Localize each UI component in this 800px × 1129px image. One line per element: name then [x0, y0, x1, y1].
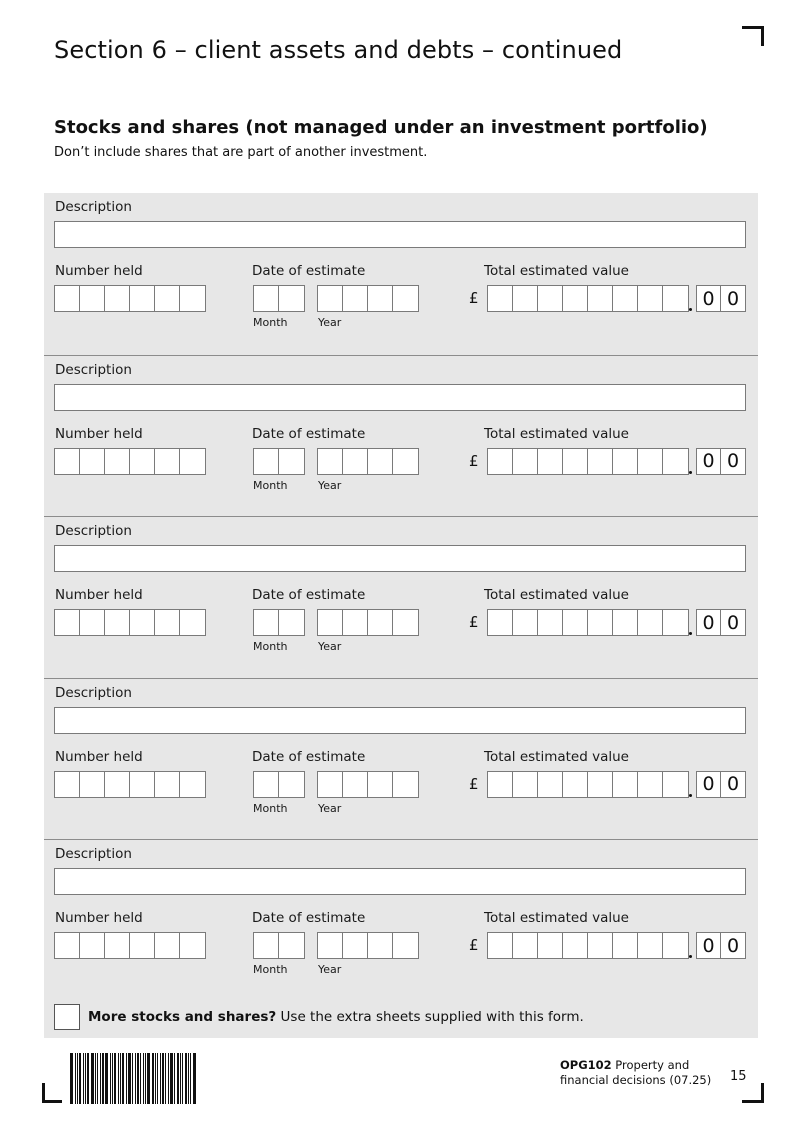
barcode-bar: [165, 1053, 166, 1104]
page-number: 15: [730, 1069, 747, 1084]
digit-box[interactable]: [393, 449, 418, 474]
barcode-bar: [122, 1053, 124, 1104]
decimal-point: [689, 955, 692, 958]
barcode-bar: [91, 1053, 94, 1104]
number-held-field[interactable]: [54, 932, 206, 959]
digit-box[interactable]: [55, 772, 80, 797]
description-field[interactable]: [54, 384, 746, 411]
pence-field: [696, 609, 746, 636]
digit-box[interactable]: [343, 772, 368, 797]
digit-box[interactable]: [254, 286, 279, 311]
barcode-bar: [137, 1053, 139, 1104]
digit-box[interactable]: [130, 449, 155, 474]
stock-entry: [44, 839, 758, 1001]
barcode-bar: [193, 1053, 196, 1104]
digit-box[interactable]: [130, 610, 155, 635]
pence-digit: 0: [726, 773, 740, 795]
month-field[interactable]: [253, 285, 305, 312]
digit-box[interactable]: [393, 610, 418, 635]
barcode-bar: [152, 1053, 154, 1104]
pence-digit: 0: [726, 934, 740, 957]
registration-mark-bottom-right: [742, 1083, 764, 1103]
digit-box[interactable]: [279, 610, 304, 635]
barcode-bar: [168, 1053, 169, 1104]
barcode-bar: [147, 1053, 150, 1104]
digit-box[interactable]: [343, 610, 368, 635]
registration-mark-top-right: [742, 26, 764, 46]
number-held-label: Number held: [55, 910, 143, 926]
digit-box[interactable]: [588, 772, 613, 797]
pence-field: [696, 448, 746, 475]
barcode-bar: [87, 1053, 89, 1104]
barcode-bar: [112, 1053, 113, 1104]
digit-box[interactable]: [279, 449, 304, 474]
digit-box[interactable]: [638, 772, 663, 797]
number-held-field[interactable]: [54, 771, 206, 798]
pence-digit: 0: [726, 450, 740, 472]
digit-box[interactable]: [663, 933, 688, 958]
section-title: Section 6 – client assets and debts – continued: [54, 36, 623, 64]
stock-entry: [44, 355, 758, 517]
more-stocks-bold: More stocks and shares?: [88, 1009, 277, 1025]
digit-box[interactable]: [488, 772, 513, 797]
digit-box[interactable]: [318, 286, 343, 311]
month-field[interactable]: [253, 448, 305, 475]
barcode-bar: [132, 1053, 133, 1104]
pound-sign: £: [469, 936, 479, 954]
digit-box[interactable]: [588, 286, 613, 311]
digit-box[interactable]: [563, 610, 588, 635]
month-label: Month: [253, 640, 288, 653]
digit-box[interactable]: [513, 772, 538, 797]
decimal-point: [689, 308, 692, 311]
digit-box[interactable]: [254, 933, 279, 958]
digit-box[interactable]: [318, 449, 343, 474]
digit-box[interactable]: [180, 286, 205, 311]
digit-box[interactable]: [180, 610, 205, 635]
digit-box[interactable]: [155, 286, 180, 311]
digit-box[interactable]: [588, 933, 613, 958]
digit-box[interactable]: [638, 449, 663, 474]
barcode-bar: [182, 1053, 183, 1104]
digit-box[interactable]: [368, 772, 393, 797]
form-name-line2: financial decisions (07.25): [560, 1073, 712, 1087]
barcode-bar: [128, 1053, 131, 1104]
digit-box[interactable]: [588, 449, 613, 474]
barcode-bar: [188, 1053, 189, 1104]
digit-box[interactable]: [105, 772, 130, 797]
digit-box[interactable]: [638, 610, 663, 635]
digit-box[interactable]: [55, 933, 80, 958]
description-field[interactable]: [54, 545, 746, 572]
form-name-line1: Property and: [611, 1058, 690, 1072]
digit-box[interactable]: [343, 933, 368, 958]
barcode-bar: [157, 1053, 158, 1104]
form-reference: [560, 1058, 711, 1088]
digit-box[interactable]: [254, 449, 279, 474]
form-code: OPG102: [560, 1058, 612, 1072]
stock-entry: [44, 516, 758, 678]
pence-digit: 0: [726, 287, 740, 310]
digit-box[interactable]: [155, 933, 180, 958]
digit-box[interactable]: [155, 610, 180, 635]
description-field[interactable]: [54, 221, 746, 248]
barcode-bar: [155, 1053, 156, 1104]
digit-box[interactable]: [613, 286, 638, 311]
digit-box[interactable]: [368, 933, 393, 958]
month-label: Month: [253, 963, 288, 976]
digit-box[interactable]: [130, 286, 155, 311]
barcode-bar: [120, 1053, 121, 1104]
digit-box[interactable]: [513, 933, 538, 958]
barcode-bar: [75, 1053, 76, 1104]
month-field[interactable]: [253, 932, 305, 959]
digit-box[interactable]: [318, 610, 343, 635]
digit-box[interactable]: [80, 772, 105, 797]
month-field[interactable]: [253, 771, 305, 798]
digit-box[interactable]: [279, 772, 304, 797]
digit-box[interactable]: [279, 933, 304, 958]
barcode-bar: [170, 1053, 173, 1104]
decimal-point: [689, 632, 692, 635]
digit-box[interactable]: [368, 286, 393, 311]
number-held-label: Number held: [55, 748, 143, 765]
total-value-label: Total estimated value: [484, 263, 629, 279]
barcode-bar: [102, 1053, 104, 1104]
barcode-bar: [190, 1053, 191, 1104]
digit-box[interactable]: [393, 933, 418, 958]
number-held-field[interactable]: [54, 285, 206, 312]
year-label: Year: [318, 963, 342, 976]
digit-box[interactable]: [180, 933, 205, 958]
digit-box[interactable]: [80, 610, 105, 635]
pound-sign: £: [469, 774, 479, 793]
year-label: Year: [318, 640, 342, 653]
description-label: Description: [55, 684, 132, 701]
barcode-bar: [118, 1053, 119, 1104]
digit-box[interactable]: [155, 772, 180, 797]
digit-box[interactable]: [613, 449, 638, 474]
total-value-label: Total estimated value: [484, 425, 629, 442]
pence-digit: 0: [697, 933, 721, 958]
month-label: Month: [253, 316, 288, 329]
barcode-bar: [162, 1053, 164, 1104]
description-label: Description: [55, 523, 132, 539]
pound-sign: £: [469, 613, 479, 631]
digit-box[interactable]: [563, 449, 588, 474]
more-stocks-instruction: Use the extra sheets supplied with this form.: [276, 1009, 584, 1025]
digit-box[interactable]: [613, 610, 638, 635]
digit-box[interactable]: [180, 449, 205, 474]
total-value-field[interactable]: [487, 448, 689, 475]
digit-box[interactable]: [130, 772, 155, 797]
date-of-estimate-label: Date of estimate: [252, 910, 366, 926]
digit-box[interactable]: [55, 449, 80, 474]
digit-box[interactable]: [180, 772, 205, 797]
description-label: Description: [55, 361, 132, 378]
digit-box[interactable]: [155, 449, 180, 474]
pence-digit: 0: [697, 449, 721, 474]
digit-box[interactable]: [343, 286, 368, 311]
barcode-bar: [83, 1053, 84, 1104]
pence-digit: 0: [726, 611, 740, 634]
year-field[interactable]: [317, 771, 419, 798]
number-held-field[interactable]: [54, 448, 206, 475]
digit-box[interactable]: [538, 933, 563, 958]
digit-box[interactable]: [254, 772, 279, 797]
total-value-label: Total estimated value: [484, 910, 629, 926]
more-stocks-text: [88, 1009, 584, 1025]
description-label: Description: [55, 846, 132, 862]
barcode-bar: [145, 1053, 146, 1104]
digit-box[interactable]: [105, 286, 130, 311]
digit-box[interactable]: [488, 449, 513, 474]
digit-box[interactable]: [393, 286, 418, 311]
number-held-label: Number held: [55, 425, 143, 442]
digit-box[interactable]: [513, 610, 538, 635]
barcode-bar: [114, 1053, 116, 1104]
description-label: Description: [55, 199, 132, 215]
digit-box[interactable]: [663, 610, 688, 635]
barcode-bar: [105, 1053, 108, 1104]
stock-entry: [44, 678, 758, 840]
date-of-estimate-label: Date of estimate: [252, 263, 366, 279]
number-held-label: Number held: [55, 587, 143, 603]
digit-box[interactable]: [638, 286, 663, 311]
digit-box[interactable]: [368, 449, 393, 474]
digit-box[interactable]: [80, 449, 105, 474]
pence-field: [696, 932, 746, 959]
digit-box[interactable]: [368, 610, 393, 635]
digit-box[interactable]: [279, 286, 304, 311]
total-value-field[interactable]: [487, 609, 689, 636]
barcode-bar: [77, 1053, 78, 1104]
barcode-bar: [143, 1053, 144, 1104]
total-value-label: Total estimated value: [484, 748, 629, 765]
more-stocks-checkbox[interactable]: [54, 1004, 80, 1030]
number-held-field[interactable]: [54, 609, 206, 636]
digit-box[interactable]: [55, 286, 80, 311]
digit-box[interactable]: [663, 449, 688, 474]
digit-box[interactable]: [613, 772, 638, 797]
barcode-bar: [70, 1053, 73, 1104]
digit-box[interactable]: [488, 286, 513, 311]
total-value-label: Total estimated value: [484, 587, 629, 603]
total-value-field[interactable]: [487, 771, 689, 798]
digit-box[interactable]: [613, 933, 638, 958]
month-field[interactable]: [253, 609, 305, 636]
pound-sign: £: [469, 451, 479, 470]
subsection-note: Don’t include shares that are part of another investment.: [54, 145, 428, 160]
barcode-bar: [174, 1053, 175, 1104]
decimal-point: [689, 794, 692, 797]
digit-box[interactable]: [488, 933, 513, 958]
number-held-label: Number held: [55, 263, 143, 279]
digit-box[interactable]: [663, 772, 688, 797]
digit-box[interactable]: [318, 933, 343, 958]
barcode-bar: [160, 1053, 161, 1104]
digit-box[interactable]: [105, 449, 130, 474]
barcode-bar: [95, 1053, 96, 1104]
digit-box[interactable]: [393, 772, 418, 797]
barcode: [70, 1053, 197, 1104]
digit-box[interactable]: [318, 772, 343, 797]
barcode-bar: [180, 1053, 181, 1104]
barcode-bar: [110, 1053, 111, 1104]
description-field[interactable]: [54, 707, 746, 734]
pence-digit: 0: [697, 286, 721, 311]
digit-box[interactable]: [80, 933, 105, 958]
barcode-bar: [100, 1053, 101, 1104]
total-value-field[interactable]: [487, 285, 689, 312]
total-value-field[interactable]: [487, 932, 689, 959]
digit-box[interactable]: [538, 449, 563, 474]
pound-sign: £: [469, 289, 479, 307]
description-field[interactable]: [54, 868, 746, 895]
year-label: Year: [318, 801, 342, 815]
date-of-estimate-label: Date of estimate: [252, 748, 366, 765]
digit-box[interactable]: [488, 610, 513, 635]
registration-mark-bottom-left: [42, 1083, 62, 1103]
digit-box[interactable]: [513, 449, 538, 474]
digit-box[interactable]: [563, 933, 588, 958]
barcode-bar: [126, 1053, 127, 1104]
barcode-bar: [185, 1053, 187, 1104]
month-label: Month: [253, 801, 288, 815]
digit-box[interactable]: [513, 286, 538, 311]
digit-box[interactable]: [563, 772, 588, 797]
digit-box[interactable]: [538, 610, 563, 635]
barcode-bar: [140, 1053, 141, 1104]
barcode-bar: [135, 1053, 136, 1104]
year-field[interactable]: [317, 285, 419, 312]
pence-digit: 0: [697, 610, 721, 635]
digit-box[interactable]: [80, 286, 105, 311]
pence-digit: 0: [697, 772, 721, 797]
digit-box[interactable]: [588, 610, 613, 635]
more-stocks-row: [44, 997, 758, 1038]
barcode-bar: [177, 1053, 179, 1104]
digit-box[interactable]: [563, 286, 588, 311]
digit-box[interactable]: [105, 933, 130, 958]
barcode-bar: [97, 1053, 98, 1104]
date-of-estimate-label: Date of estimate: [252, 425, 366, 442]
barcode-bar: [85, 1053, 86, 1104]
year-field[interactable]: [317, 932, 419, 959]
month-label: Month: [253, 478, 288, 492]
barcode-bar: [79, 1053, 81, 1104]
digit-box[interactable]: [254, 610, 279, 635]
stocks-entries: [44, 193, 758, 1001]
digit-box[interactable]: [538, 772, 563, 797]
digit-box[interactable]: [130, 933, 155, 958]
year-label: Year: [318, 316, 342, 329]
decimal-point: [689, 471, 692, 474]
subsection-heading: Stocks and shares (not managed under an investment portfolio): [54, 117, 708, 138]
digit-box[interactable]: [538, 286, 563, 311]
digit-box[interactable]: [105, 610, 130, 635]
year-field[interactable]: [317, 448, 419, 475]
digit-box[interactable]: [55, 610, 80, 635]
digit-box[interactable]: [663, 286, 688, 311]
date-of-estimate-label: Date of estimate: [252, 587, 366, 603]
pence-field: [696, 771, 746, 798]
digit-box[interactable]: [343, 449, 368, 474]
year-field[interactable]: [317, 609, 419, 636]
digit-box[interactable]: [638, 933, 663, 958]
year-label: Year: [318, 478, 342, 492]
pence-field: [696, 285, 746, 312]
stock-entry: [44, 193, 758, 355]
